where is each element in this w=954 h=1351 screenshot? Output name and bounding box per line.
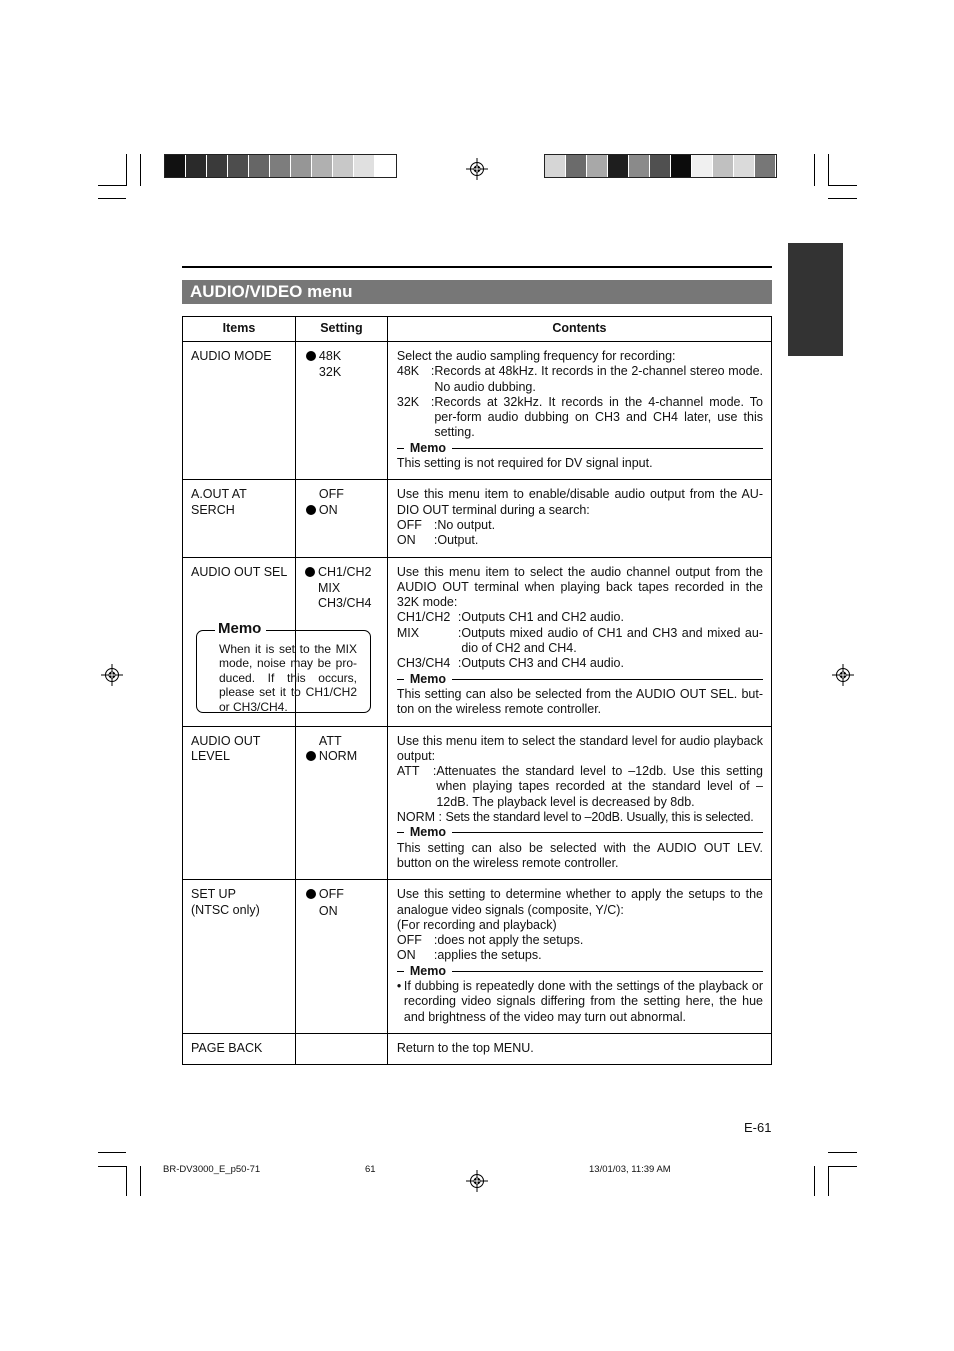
row-contents: Use this menu item to enable/disable audio output from the AU-DIO OUT terminal during a search: OFF : No output. ON : Output. bbox=[396, 487, 763, 548]
color-swatch bbox=[755, 155, 776, 177]
table-row bbox=[183, 557, 772, 726]
footer-file: BR-DV3000_E_p50-71 bbox=[163, 1164, 261, 1175]
setting-option: MIX bbox=[318, 580, 341, 595]
color-swatch bbox=[375, 155, 396, 177]
side-memo-title: Memo bbox=[215, 621, 266, 636]
menu-table bbox=[182, 316, 772, 1065]
definition: 32K : Records at 32kHz. It records in the 4-channel mode. To per-form audio dubbing on CH3 and CH4 later, use this setting. bbox=[396, 394, 763, 440]
header-items: Items bbox=[183, 317, 296, 342]
color-swatch bbox=[186, 155, 207, 177]
color-bars-right bbox=[544, 154, 777, 178]
color-swatch bbox=[629, 155, 650, 177]
row-contents bbox=[388, 342, 771, 479]
side-memo-text: When it is set to the MIX mode, noise may be pro-duced. If this occurs, please set it to CH1/CH2 or CH3/CH4. bbox=[219, 641, 357, 714]
item-line: AUDIO MODE bbox=[191, 349, 272, 363]
color-swatch bbox=[228, 155, 249, 177]
table-row bbox=[183, 1034, 772, 1065]
side-tab bbox=[788, 243, 843, 356]
color-swatch bbox=[713, 155, 734, 177]
color-swatch bbox=[587, 155, 608, 177]
item-name: A.OUT AT SERCH bbox=[191, 487, 247, 517]
table-row bbox=[183, 480, 772, 557]
top-rule bbox=[182, 266, 772, 268]
color-swatch bbox=[165, 155, 186, 177]
definition: ON : applies the setups. bbox=[396, 948, 542, 963]
setting-options bbox=[295, 558, 372, 612]
memo-heading: Memo bbox=[397, 441, 763, 456]
row-contents: Use this menu item to select the standard level for audio playback output: ATT : Attenuates the standard level to –12db. Use this setting when playing tapes recorded at the standard level of –12dB. The playback level is decreased by 8db. NORM : Sets the standard level to –20dB. Usually, this is selected. Memo This setting can also be selected with the AUDIO OUT LEV. button on the wireless remote controller. bbox=[396, 733, 763, 870]
item-name bbox=[183, 342, 295, 364]
footer-page: 61 bbox=[365, 1164, 376, 1175]
header-setting: Setting bbox=[295, 317, 387, 342]
memo-heading: Memo bbox=[397, 672, 763, 687]
color-swatch bbox=[608, 155, 629, 177]
setting-options bbox=[296, 727, 387, 766]
table-header bbox=[183, 317, 772, 342]
memo-text: This setting is not required for DV signal input. bbox=[396, 456, 653, 471]
setting-options bbox=[296, 342, 387, 381]
table-row bbox=[183, 880, 772, 1034]
section-title-bar bbox=[182, 280, 772, 304]
setting-option: OFF bbox=[306, 887, 387, 903]
definition: MIX : Outputs mixed audio of CH1 and CH3 and mixed au-dio of CH2 and CH4. bbox=[396, 625, 763, 656]
header-contents: Contents bbox=[387, 317, 771, 342]
contents-intro: Select the audio sampling frequency for recording: bbox=[396, 349, 676, 363]
color-swatch bbox=[249, 155, 270, 177]
setting-option: ON bbox=[318, 903, 338, 918]
item-name: AUDIO OUT SEL bbox=[191, 564, 288, 579]
color-swatch bbox=[270, 155, 291, 177]
definition: NORM : Sets the standard level to –20dB. Usually, this is selected. bbox=[396, 810, 754, 825]
setting-option: CH1/CH2 bbox=[305, 565, 372, 581]
selected-dot-icon bbox=[306, 503, 319, 519]
setting-option: OFF bbox=[318, 487, 344, 502]
color-bars-left bbox=[164, 154, 397, 178]
setting-option: 48K bbox=[306, 349, 387, 365]
section-title: AUDIO/VIDEO menu bbox=[190, 282, 353, 301]
definition: OFF : does not apply the setups. bbox=[396, 933, 584, 948]
definition: CH3/CH4 : Outputs CH3 and CH4 audio. bbox=[396, 656, 624, 671]
registration-mark-icon bbox=[466, 1170, 488, 1192]
definition: ON : Output. bbox=[396, 533, 479, 548]
setting-option: ATT bbox=[318, 733, 342, 748]
row-contents: Use this setting to determine whether to apply the setups to the analogue video signals (composite, Y/C): (For recording and playback) OFF : does not apply the setups. ON : applies the setups. Memo • If dubbing is repeatedly done with the settings of the playback or recording video signals differing from the setting here, the hue and brightness of the video may turn out abnormal. bbox=[396, 887, 763, 1024]
selected-dot-icon bbox=[306, 887, 319, 903]
color-swatch bbox=[354, 155, 375, 177]
registration-mark-icon bbox=[466, 158, 488, 180]
color-swatch bbox=[692, 155, 713, 177]
setting-option: 32K bbox=[318, 365, 342, 380]
selected-dot-icon bbox=[306, 349, 319, 365]
definition: CH1/CH2 : Outputs CH1 and CH2 audio. bbox=[396, 610, 624, 625]
definition: ATT : Attenuates the standard level to –12db. Use this setting when playing tapes recorded at the standard level of –12dB. The playback level is decreased by 8db. bbox=[396, 764, 763, 809]
memo-text: This setting can also be selected with the AUDIO OUT LEV. button on the wireless remote controller. bbox=[396, 840, 763, 870]
footer-timestamp: 13/01/03, 11:39 AM bbox=[589, 1164, 671, 1175]
item-name: AUDIO OUT LEVEL bbox=[191, 733, 261, 763]
memo-text: This setting can also be selected from the AUDIO OUT SEL. but-ton on the wireless remote controller. bbox=[396, 686, 763, 717]
side-memo-box bbox=[196, 619, 371, 714]
setting-option: NORM bbox=[306, 749, 387, 765]
table-row bbox=[183, 726, 772, 880]
table-row bbox=[183, 342, 772, 480]
color-swatch bbox=[650, 155, 671, 177]
setting-option: ON bbox=[306, 503, 387, 519]
row-contents: Use this menu item to select the audio channel output from the AUDIO OUT terminal when playing back tapes recorded in the 32K mode: CH1/CH2 : Outputs CH1 and CH2 audio. MIX : Outputs mixed audio of CH1 and CH3 and mixed au-dio of CH2 and CH4. CH3/CH4 : Outputs CH3 and CH4 audio. Memo This setting can also be selected from the AUDIO OUT SEL. but-ton on the wireless remote controller. bbox=[396, 564, 763, 717]
color-swatch bbox=[566, 155, 587, 177]
color-swatch bbox=[545, 155, 566, 177]
color-swatch bbox=[671, 155, 692, 177]
color-swatch bbox=[312, 155, 333, 177]
row-contents: Return to the top MENU. bbox=[396, 1041, 534, 1056]
selected-dot-icon bbox=[305, 565, 318, 581]
setting-options bbox=[296, 480, 387, 519]
memo-heading: Memo bbox=[397, 825, 763, 840]
definition: OFF : No output. bbox=[396, 517, 496, 532]
color-swatch bbox=[333, 155, 354, 177]
color-swatch bbox=[734, 155, 755, 177]
setting-option: CH3/CH4 bbox=[318, 596, 372, 611]
selected-dot-icon bbox=[306, 749, 319, 765]
setting-options bbox=[296, 880, 387, 919]
color-swatch bbox=[207, 155, 228, 177]
registration-mark-icon bbox=[832, 664, 854, 686]
memo-heading: Memo bbox=[397, 964, 763, 979]
color-swatch bbox=[291, 155, 312, 177]
memo-bullet: • If dubbing is repeatedly done with the settings of the playback or recording video signals differing from the setting here, the hue and brightness of the video may turn out abnormal. bbox=[396, 978, 763, 1024]
registration-mark-icon bbox=[101, 664, 123, 686]
definition: 48K : Records at 48kHz. It records in the 2-channel stereo mode. No audio dubbing. bbox=[396, 364, 763, 394]
page-number: E-61 bbox=[744, 1120, 772, 1135]
item-name: SET UP (NTSC only) bbox=[191, 887, 260, 917]
item-name: PAGE BACK bbox=[191, 1041, 263, 1056]
